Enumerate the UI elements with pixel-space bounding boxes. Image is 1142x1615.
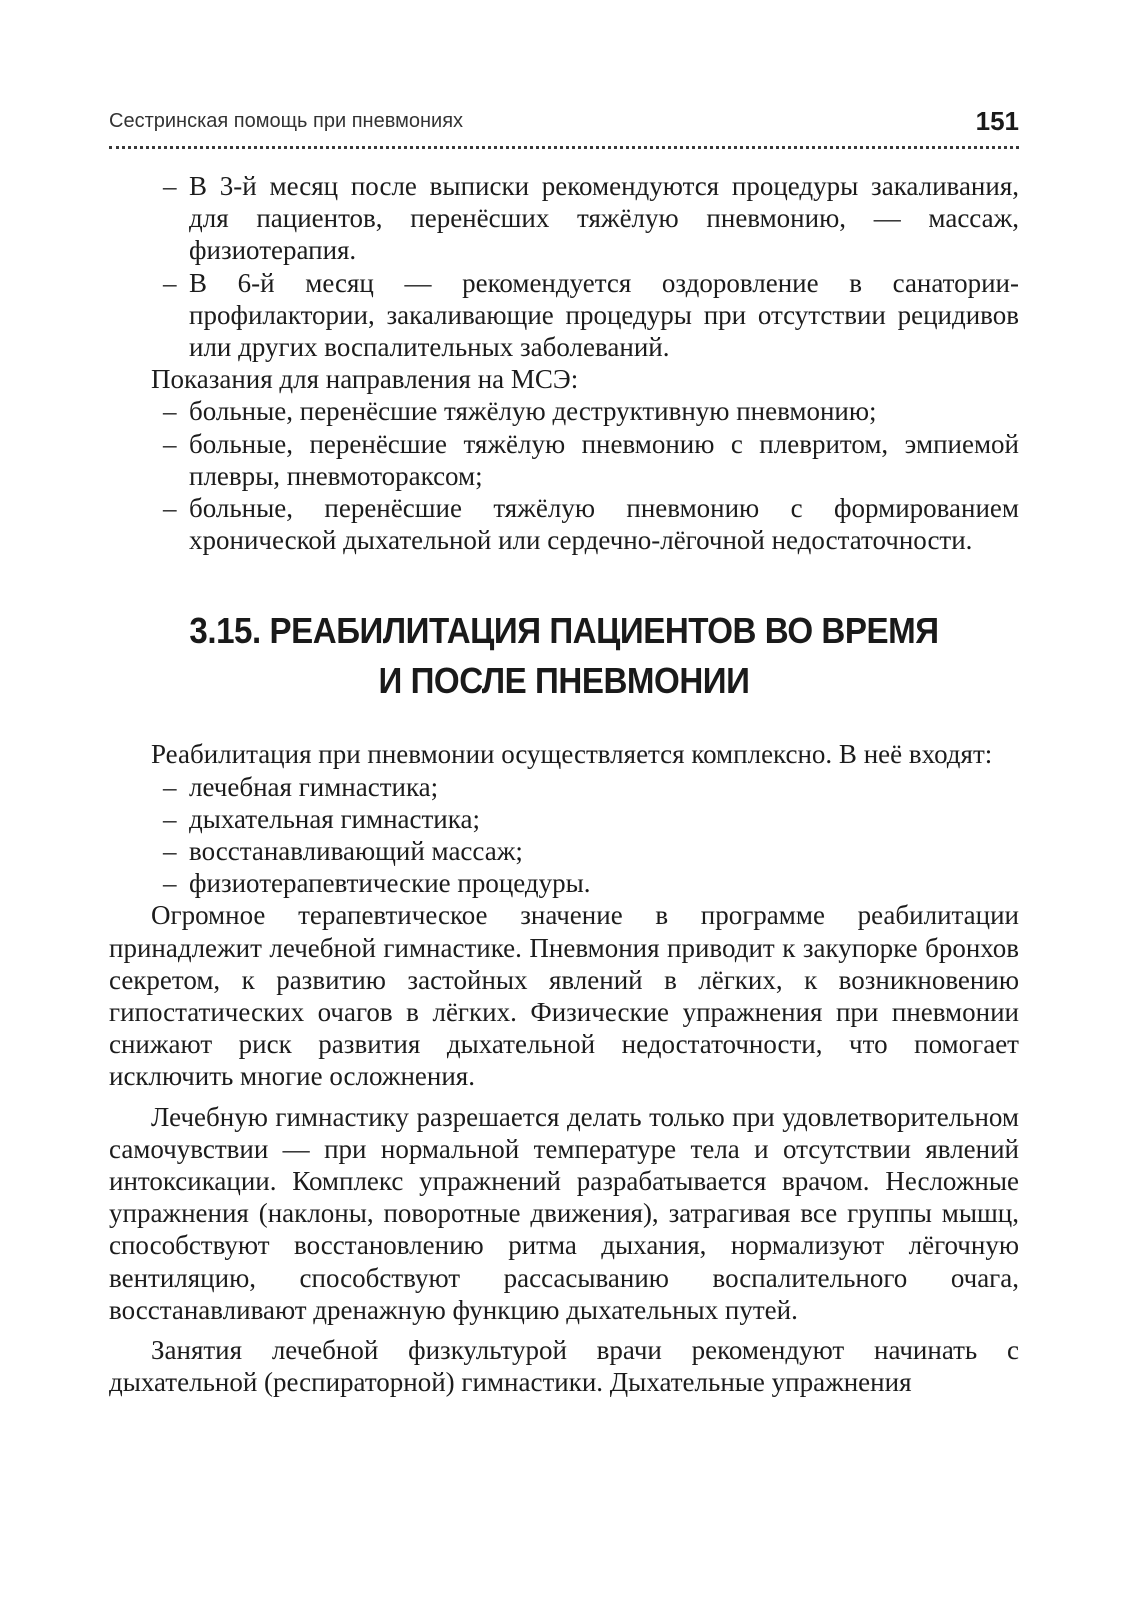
- list-item-text: дыхательная гимнастика;: [189, 803, 480, 834]
- list-item: [109, 170, 1019, 267]
- dash-bullet: –: [163, 267, 177, 298]
- paragraph-gap: [109, 1093, 1019, 1101]
- list-item: [109, 803, 1019, 835]
- dash-bullet: –: [163, 493, 177, 524]
- list-item-text: лечебная гимнастика;: [189, 771, 439, 802]
- list-item: [109, 395, 1019, 427]
- running-header: [109, 106, 1019, 149]
- list-item-text: восстанавливающий массаж;: [189, 836, 523, 867]
- dash-bullet: –: [163, 428, 177, 459]
- page-body: [109, 170, 1019, 1399]
- list-item-text: В 6-й месяц — рекомендуется оздоровление в санатории-профилактории, закаливающие процедуры при отсутствии рецидивов или других воспалительных заболеваний.: [189, 267, 1019, 363]
- running-title: Сестринская помощь при пневмониях: [109, 110, 464, 132]
- list-item: [109, 492, 1019, 556]
- list-item: [109, 771, 1019, 803]
- list-item: [109, 835, 1019, 867]
- paragraph: Огромное терапевтическое значение в программе реабилитации принадлежит лечебной гимнастике. Пневмония приводит к закупорке бронхов секретом, к развитию застойных явлений в лёгких, к возникновению гипостатических очагов в лёгких. Физические упражнения при пневмонии снижают риск развития дыхательной недостаточности, что помогает исключить многие осложнения.: [109, 900, 1019, 1092]
- dash-bullet: –: [163, 396, 177, 427]
- dash-bullet: –: [163, 836, 177, 867]
- mse-intro: Показания для направления на МСЭ:: [151, 364, 579, 395]
- list-item-text: физиотерапевтические процедуры.: [189, 868, 591, 899]
- section-heading: [145, 606, 982, 706]
- list-item-text: больные, перенёсшие тяжёлую деструктивную пневмонию;: [189, 396, 877, 427]
- paragraph: Занятия лечебной физкультурой врачи рекомендуют начинать с дыхательной (респираторной) гимнастики. Дыхательные упражнения: [109, 1335, 1019, 1398]
- dash-bullet: –: [163, 868, 177, 899]
- list-item: [109, 267, 1019, 364]
- section-intro: Реабилитация при пневмонии осуществляется комплексно. В неё входят:: [151, 739, 993, 770]
- page-number: 151: [975, 106, 1019, 136]
- paragraph: Лечебную гимнастику разрешается делать только при удовлетворительном самочувствии — при нормальной температуре тела и отсутствии явлений интоксикации. Комплекс упражнений разрабатывается врачом. Несложные упражнения (наклоны, поворотные движения), затрагивая все группы мышц, способствуют восстановлению ритма дыхания, нормализуют лёгочную вентиляцию, способствуют рассасыванию воспалительного очага, восстанавливают дренажную функцию дыхательных путей.: [109, 1101, 1019, 1325]
- section-heading-line: 3.15. РЕАБИЛИТАЦИЯ ПАЦИЕНТОВ ВО ВРЕМЯ: [189, 610, 939, 652]
- list-item: [109, 867, 1019, 899]
- dash-bullet: –: [163, 803, 177, 834]
- list-item-text: В 3-й месяц после выписки рекомендуются процедуры закаливания, для пациентов, перенёсших тяжёлую пневмонию, — массаж, физиотерапия.: [189, 171, 1019, 266]
- dash-bullet: –: [163, 171, 177, 201]
- list-item: [109, 428, 1019, 492]
- list-item-text: больные, перенёсшие тяжёлую пневмонию с плевритом, эмпиемой плевры, пневмотораксом;: [189, 428, 1019, 491]
- list-item-text: больные, перенёсшие тяжёлую пневмонию с формированием хронической дыхательной или сердечно-лёгочной недостаточности.: [189, 493, 1019, 556]
- dash-bullet: –: [163, 771, 177, 802]
- paragraph-gap: [109, 1326, 1019, 1334]
- section-heading-line: И ПОСЛЕ ПНЕВМОНИИ: [378, 660, 750, 702]
